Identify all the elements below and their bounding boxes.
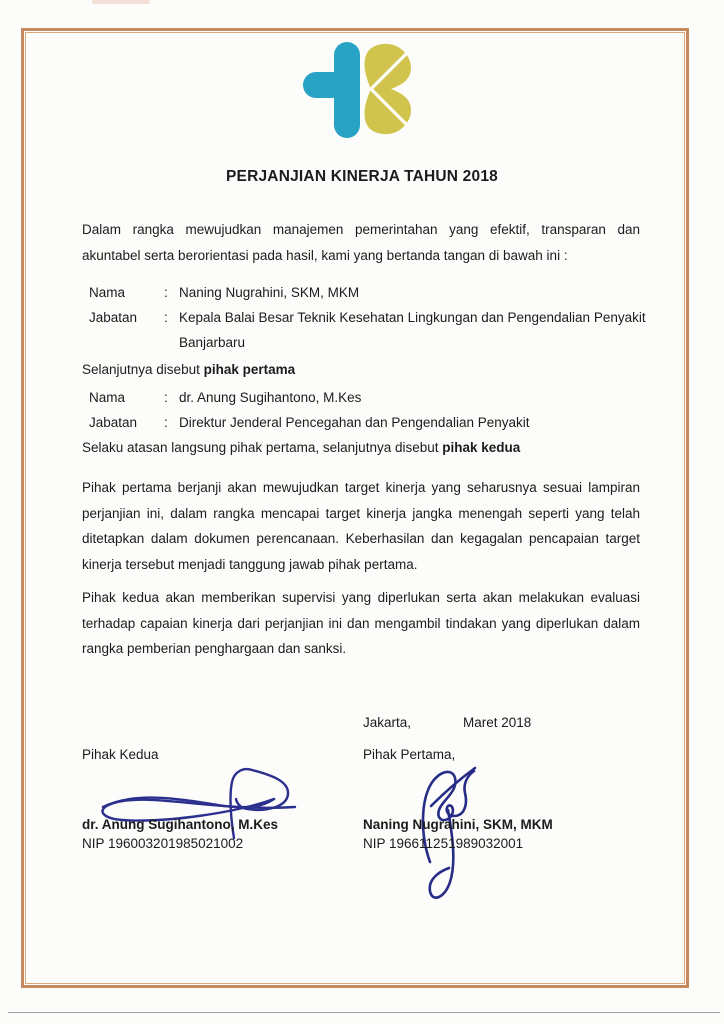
left-signatory-role: Pihak Kedua: [82, 747, 159, 762]
kemenkes-logo-icon: [301, 40, 415, 140]
body-line: Pihak pertama berjanji akan mewujudkan target kinerja yang seharusnya sesuai lampiran: [82, 480, 640, 495]
left-signatory-nip: NIP 196003201985021002: [82, 835, 244, 851]
jabatan-label: Jabatan: [89, 415, 138, 430]
scan-artifact-smudge: [92, 0, 150, 4]
party-second-jabatan-value: Direktur Jenderal Pencegahan dan Pengendalian Penyakit: [179, 415, 530, 430]
colon-separator: :: [164, 390, 168, 405]
commitment-paragraph: [82, 475, 640, 577]
logo-cross-stem: [334, 42, 360, 138]
designation-term: pihak kedua: [442, 440, 521, 455]
intro-line: Dalam rangka mewujudkan manajemen pemerintahan yang efektif, transparan dan: [82, 222, 640, 237]
party-second-designation: [82, 435, 520, 460]
body-line: terhadap capaian kinerja dari perjanjian ini dan mengambil tindakan yang diperlukan dalam: [82, 615, 640, 631]
colon-separator: :: [164, 310, 168, 325]
designation-prefix: Selanjutnya disebut: [82, 362, 204, 377]
intro-paragraph: [82, 217, 640, 268]
party-first-nama-row: [89, 280, 689, 305]
jabatan-line1: Kepala Balai Besar Teknik Kesehatan Lingkungan dan Pengendalian Penyakit: [179, 310, 646, 325]
party-first-jabatan-row: [89, 305, 689, 356]
colon-separator: :: [164, 285, 168, 300]
right-signatory-role: Pihak Pertama,: [363, 747, 456, 762]
left-signatory-block: [82, 816, 278, 853]
intro-line: akuntabel serta berorientasi pada hasil, kami yang bertanda tangan di bawah ini :: [82, 247, 568, 263]
party-first-jabatan-value: [179, 305, 649, 356]
closing-city: Jakarta,: [363, 715, 412, 730]
nama-label: Nama: [89, 390, 126, 405]
supervision-paragraph: [82, 585, 640, 662]
document-title: PERJANJIAN KINERJA TAHUN 2018: [226, 168, 498, 185]
jabatan-label: Jabatan: [89, 310, 138, 325]
closing-date: Maret 2018: [463, 715, 532, 730]
party-first-nama-value: Naning Nugrahini, SKM, MKM: [179, 285, 360, 300]
designation-prefix: Selaku atasan langsung pihak pertama, selanjutnya disebut: [82, 440, 443, 455]
party-second-nama-value: dr. Anung Sugihantono, M.Kes: [179, 390, 362, 405]
right-signatory-block: [363, 816, 553, 853]
right-signatory-nip: NIP 196611251989032001: [363, 835, 524, 851]
body-line: rangka pemberian penghargaan dan sanksi.: [82, 641, 347, 656]
colon-separator: :: [164, 415, 168, 430]
body-line: Pihak kedua akan memberikan supervisi yang diperlukan serta akan melakukan evaluasi: [82, 590, 640, 605]
jabatan-line2: Banjarbaru: [179, 335, 246, 351]
party-second-jabatan-row: [89, 410, 689, 435]
body-line: ditetapkan dalam dokumen perencanaan. Keberhasilan dan kegagalan pencapaian target: [82, 531, 640, 546]
body-line: perjanjian ini, dalam rangka mencapai target kinerja jangka menengah seperti yang telah: [82, 505, 640, 521]
party-first-designation: [82, 357, 295, 382]
designation-term: pihak pertama: [203, 362, 296, 377]
right-signatory-name: Naning Nugrahini, SKM, MKM: [363, 817, 553, 832]
scan-artifact-line: [8, 1012, 720, 1013]
party-second-nama-row: [89, 385, 689, 410]
nama-label: Nama: [89, 285, 126, 300]
body-line: kinerja tersebut menjadi tanggung jawab pihak pertama.: [82, 556, 418, 572]
left-signatory-name: dr. Anung Sugihantono, M.Kes: [82, 817, 278, 832]
